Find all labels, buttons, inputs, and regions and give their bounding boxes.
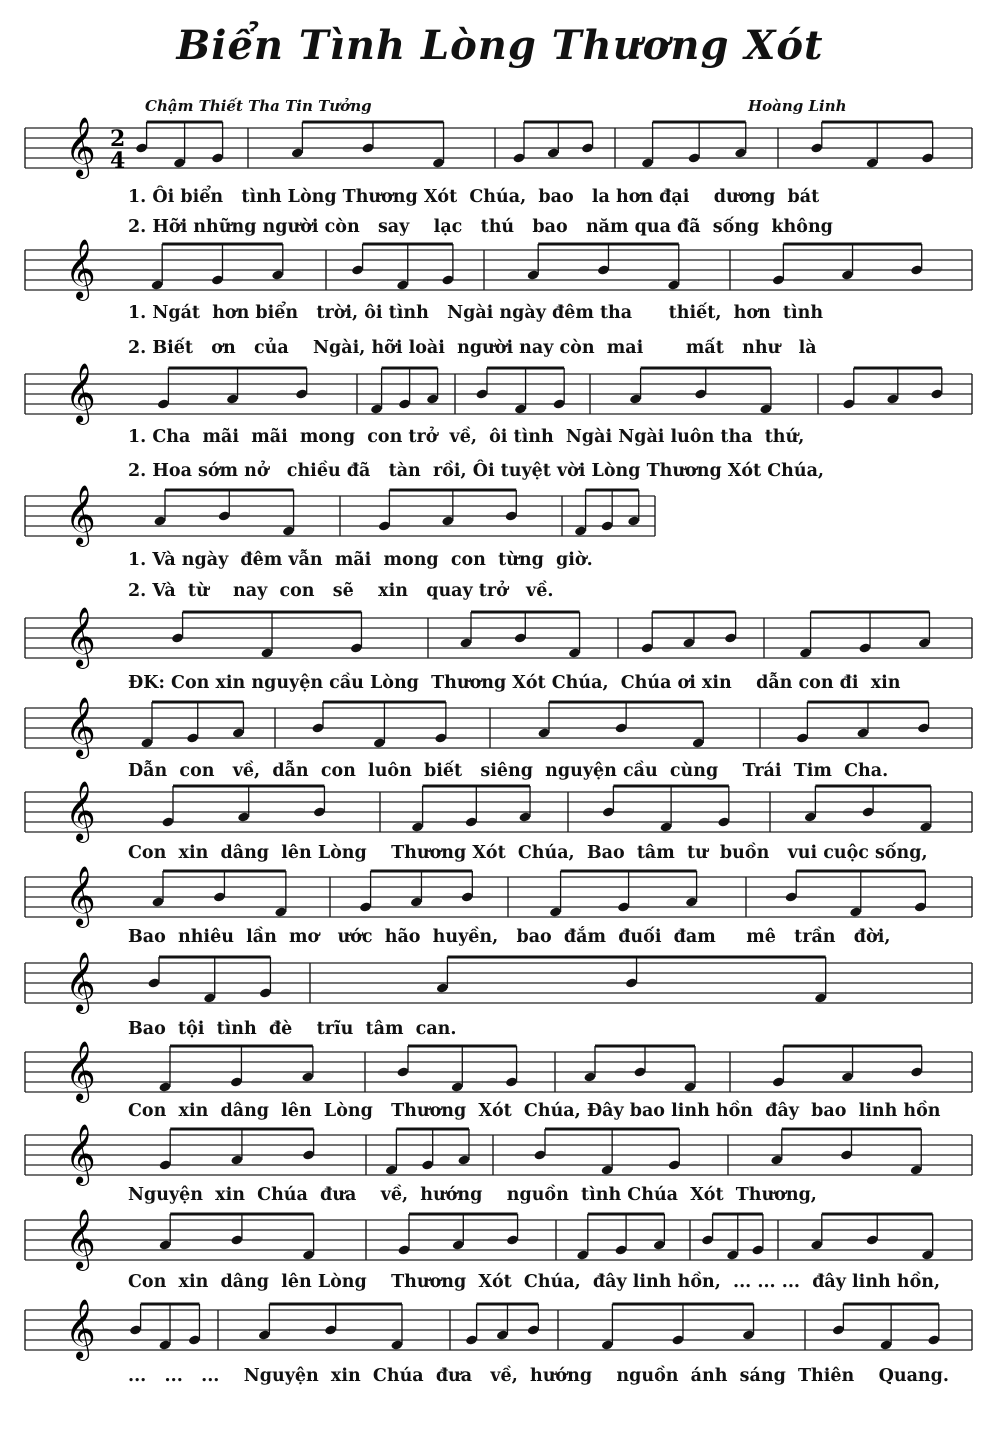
- composer-name: Hoàng Linh: [748, 97, 847, 115]
- lyric-line: 2. Hoa sớm nở chiều đã tàn rồi, Ôi tuyệt vời Lòng Thương Xót Chúa,: [128, 461, 825, 481]
- staff-system: [25, 485, 655, 547]
- treble-clef-icon: 𝄞: [65, 117, 96, 177]
- staff-system: [25, 866, 972, 928]
- lyric-line: Con xin dâng lên Lòng Thương Xót Chúa, đây linh hồn, ... ... ... đây linh hồn,: [128, 1272, 941, 1292]
- staff-system: [25, 952, 972, 1014]
- time-signature-bottom: 4: [110, 148, 126, 174]
- staff-system: [25, 781, 972, 843]
- lyric-line: 1. Và ngày đêm vẫn mãi mong con từng giờ.: [128, 550, 593, 570]
- lyric-line: Dẫn con về, dẫn con luôn biết siêng nguyện cầu cùng Trái Tim Cha.: [128, 761, 889, 781]
- lyric-line: 2. Và từ nay con sẽ xin quay trở về.: [128, 581, 554, 601]
- lyric-line: 1. Ngát hơn biển trời, ôi tình Ngài ngày đêm tha thiết, hơn tình: [128, 303, 824, 323]
- song-title: Biển Tình Lòng Thương Xót: [176, 22, 824, 69]
- staff-system: [25, 239, 972, 301]
- lyric-line: Bao nhiêu lần mơ ước hão huyền, bao đắm đuối đam mê trần đời,: [128, 927, 891, 947]
- lyric-line: 1. Cha mãi mãi mong con trở về, ôi tình Ngài Ngài luôn tha thứ,: [128, 427, 805, 447]
- treble-clef-icon: 𝄞: [65, 781, 96, 841]
- treble-clef-icon: 𝄞: [65, 866, 96, 926]
- lyric-line: Bao tội tình đè trĩu tâm can.: [128, 1019, 457, 1039]
- lyric-line: Con xin dâng lên Lòng Thương Xót Chúa, Đây bao linh hồn đây bao linh hồn: [128, 1101, 941, 1121]
- treble-clef-icon: 𝄞: [65, 607, 96, 667]
- lyric-line: 1. Ôi biển tình Lòng Thương Xót Chúa, bao la hơn đại dương bát: [128, 187, 820, 207]
- staff-system: [25, 1299, 972, 1361]
- treble-clef-icon: 𝄞: [65, 485, 96, 545]
- lyric-line: Con xin dâng lên Lòng Thương Xót Chúa, Bao tâm tư buồn vui cuộc sống,: [128, 843, 928, 863]
- treble-clef-icon: 𝄞: [65, 1299, 96, 1359]
- time-signature-top: 2: [110, 126, 126, 152]
- lyric-line: ... ... ... Nguyện xin Chúa đưa về, hướng nguồn ánh sáng Thiên Quang.: [128, 1366, 949, 1386]
- lyric-line: ĐK: Con xin nguyện cầu Lòng Thương Xót Chúa, Chúa ơi xin dẫn con đi xin: [128, 673, 901, 693]
- staff-system: [25, 117, 972, 179]
- treble-clef-icon: 𝄞: [65, 952, 96, 1012]
- treble-clef-icon: 𝄞: [65, 1124, 96, 1184]
- lyric-line: Nguyện xin Chúa đưa về, hướng nguồn tình Chúa Xót Thương,: [128, 1185, 817, 1205]
- treble-clef-icon: 𝄞: [65, 1041, 96, 1101]
- staff-system: [25, 697, 972, 759]
- treble-clef-icon: 𝄞: [65, 697, 96, 757]
- staff-system: [25, 1209, 972, 1271]
- staff-system: [25, 607, 972, 669]
- lyric-line: 2. Hỡi những người còn say lạc thú bao năm qua đã sống không: [128, 217, 833, 237]
- tempo-marking: Chậm Thiết Tha Tin Tưởng: [145, 97, 372, 115]
- staff-system: [25, 1041, 972, 1103]
- staff-system: [25, 363, 972, 425]
- treble-clef-icon: 𝄞: [65, 363, 96, 423]
- treble-clef-icon: 𝄞: [65, 1209, 96, 1269]
- lyric-line: 2. Biết ơn của Ngài, hỡi loài người nay còn mai mất như là: [128, 338, 817, 358]
- treble-clef-icon: 𝄞: [65, 239, 96, 299]
- staff-system: [25, 1124, 972, 1186]
